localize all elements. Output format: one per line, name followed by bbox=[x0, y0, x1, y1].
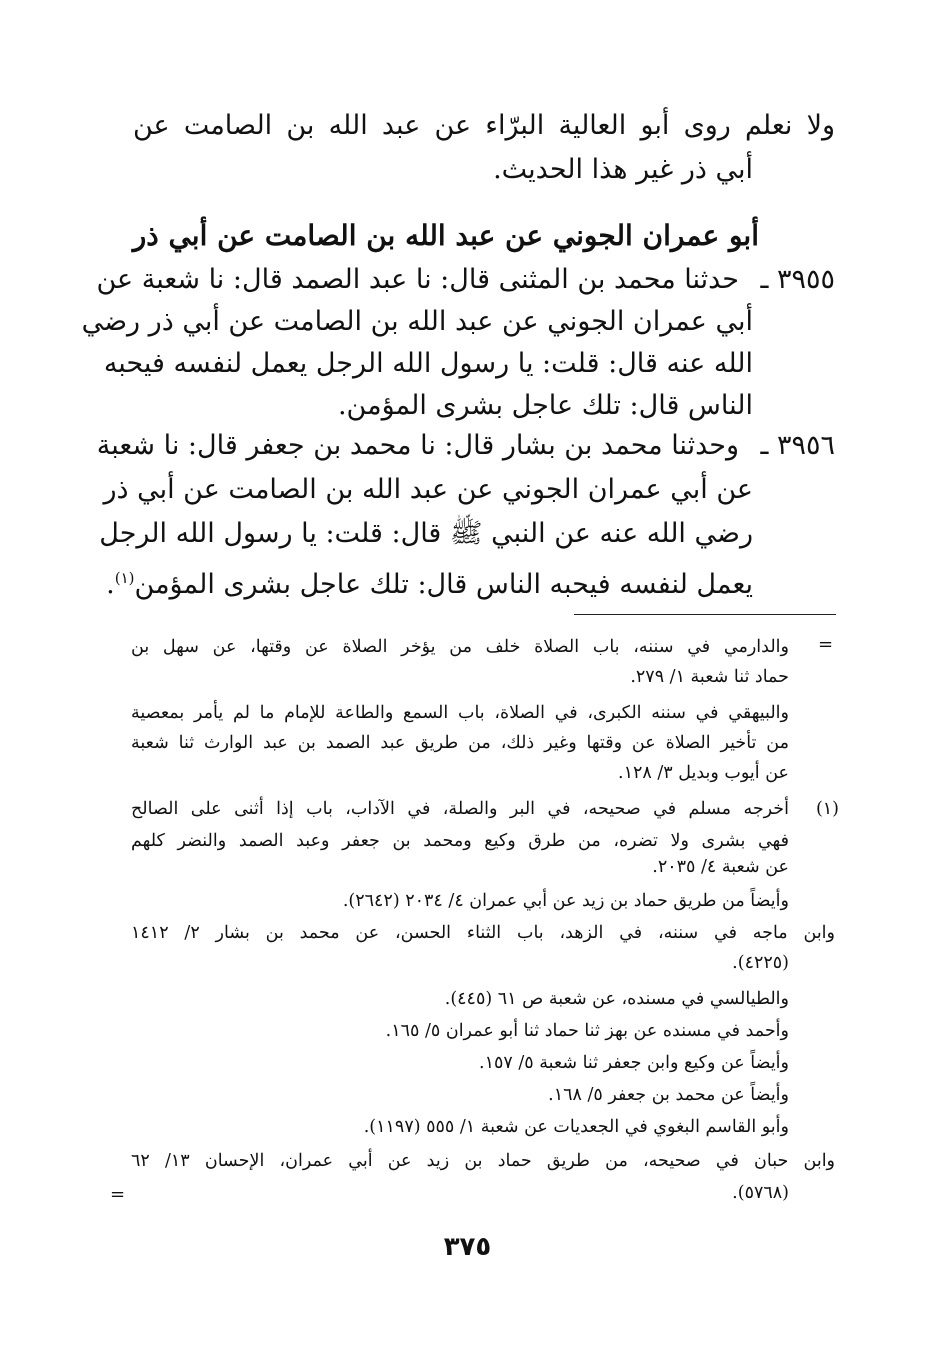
footnote-cont-line-2: حماد ثنا شعبة ١/ ٢٧٩. bbox=[630, 667, 789, 687]
page-number: ٣٧٥ bbox=[443, 1232, 492, 1262]
hadith-number-3956: ٣٩٥٦ ـ bbox=[760, 430, 835, 461]
hadith-number-3955: ٣٩٥٥ ـ bbox=[760, 264, 835, 295]
footnote-separator bbox=[574, 614, 836, 615]
hadith-3955-line-1: حدثنا محمد بن المثنى قال: نا عبد الصمد قال: نا شعبة عن bbox=[96, 264, 739, 295]
hadith-3956-line-3: رضي الله عنه عن النبي ﷺ قال: قلت: يا رسول الله الرجل bbox=[99, 518, 753, 549]
hadith-3956-line-1: وحدثنا محمد بن بشار قال: نا محمد بن جعفر قال: نا شعبة bbox=[96, 430, 739, 461]
footnote-1-line-5: وابن ماجه في سننه، في الزهد، باب الثناء الحسن، عن محمد بن بشار ٢/ ١٤١٢ bbox=[131, 923, 835, 943]
continuation-mark: = bbox=[818, 634, 834, 655]
hadith-3955-line-4: الناس قال: تلك عاجل بشرى المؤمن. bbox=[337, 390, 753, 421]
hadith-3956-line-4 bbox=[106, 556, 753, 607]
hadith-3955-line-2: أبي عمران الجوني عن عبد الله بن الصامت عن أبي ذر رضي bbox=[81, 306, 753, 337]
intro-line-2: أبي ذر غير هذا الحديث. bbox=[493, 154, 753, 185]
footnote-1-line-11: وأبو القاسم البغوي في الجعديات عن شعبة ١/ ٥٥٥ (١١٩٧). bbox=[363, 1117, 789, 1137]
footnote-1-line-9: وأيضاً عن وكيع وابن جعفر ثنا شعبة ٥/ ١٥٧. bbox=[479, 1053, 789, 1073]
hadith-3956-line-2: عن أبي عمران الجوني عن عبد الله بن الصامت عن أبي ذر bbox=[103, 474, 753, 505]
footnote-ref-1: (١) bbox=[114, 569, 135, 587]
footnote-1-line-2: فهي بشرى ولا تضره، من طرق وكيع ومحمد بن جعفر وعبد الصمد والنضر كلهم bbox=[131, 831, 789, 851]
footnote-1-line-12: وابن حبان في صحيحه، من طريق حماد بن زيد عن أبي عمران، الإحسان ١٣/ ٦٢ bbox=[131, 1151, 836, 1171]
footnote-1-line-8: وأحمد في مسنده عن بهز ثنا حماد ثنا أبو عمران ٥/ ١٦٥. bbox=[385, 1021, 789, 1041]
hadith-3956-line-4-text: يعمل لنفسه فيحبه الناس قال: تلك عاجل بشرى المؤمن bbox=[134, 569, 753, 600]
footnote-end-mark: = bbox=[110, 1184, 126, 1205]
section-heading: أبو عمران الجوني عن عبد الله بن الصامت عن أبي ذر bbox=[132, 219, 759, 252]
footnote-cont-line-1: والدارمي في سننه، باب الصلاة خلف من يؤخر الصلاة عن وقتها، عن سهل بن bbox=[131, 637, 789, 657]
footnote-1-line-10: وأيضاً عن محمد بن جعفر ٥/ ١٦٨. bbox=[548, 1085, 789, 1105]
footnote-1-line-6: (٤٢٢٥). bbox=[732, 953, 789, 973]
footnote-1-line-4: وأيضاً من طريق حماد بن زيد عن أبي عمران ٤/ ٢٠٣٤ (٢٦٤٢). bbox=[342, 891, 789, 911]
footnote-1-line-7: والطيالسي في مسنده، عن شعبة ص ٦١ (٤٤٥). bbox=[444, 989, 789, 1009]
intro-line-1: ولا نعلم روى أبو العالية البرّاء عن عبد الله بن الصامت عن bbox=[133, 110, 835, 141]
footnote-cont-line-4: من تأخير الصلاة عن وقتها وغير ذلك، من طريق عبد الصمد بن عبد الوارث ثنا شعبة bbox=[131, 733, 789, 753]
footnote-cont-line-5: عن أيوب وبديل ٣/ ١٢٨. bbox=[618, 763, 789, 783]
footnote-1-marker: (١) bbox=[815, 799, 839, 819]
footnote-1-line-1: أخرجه مسلم في صحيحه، في البر والصلة، في الآداب، باب إذا أثنى على الصالح bbox=[131, 799, 789, 819]
footnote-1-line-3: عن شعبة ٤/ ٢٠٣٥. bbox=[652, 857, 789, 877]
hadith-3956-end-mark: . bbox=[106, 569, 115, 600]
footnote-1-line-13: (٥٧٦٨). bbox=[732, 1183, 789, 1203]
hadith-3955-line-3: الله عنه قال: قلت: يا رسول الله الرجل يعمل لنفسه فيحبه bbox=[103, 348, 753, 379]
footnote-cont-line-3: والبيهقي في سننه الكبرى، في الصلاة، باب السمع والطاعة للإمام ما لم يأمر بمعصية bbox=[131, 703, 789, 723]
